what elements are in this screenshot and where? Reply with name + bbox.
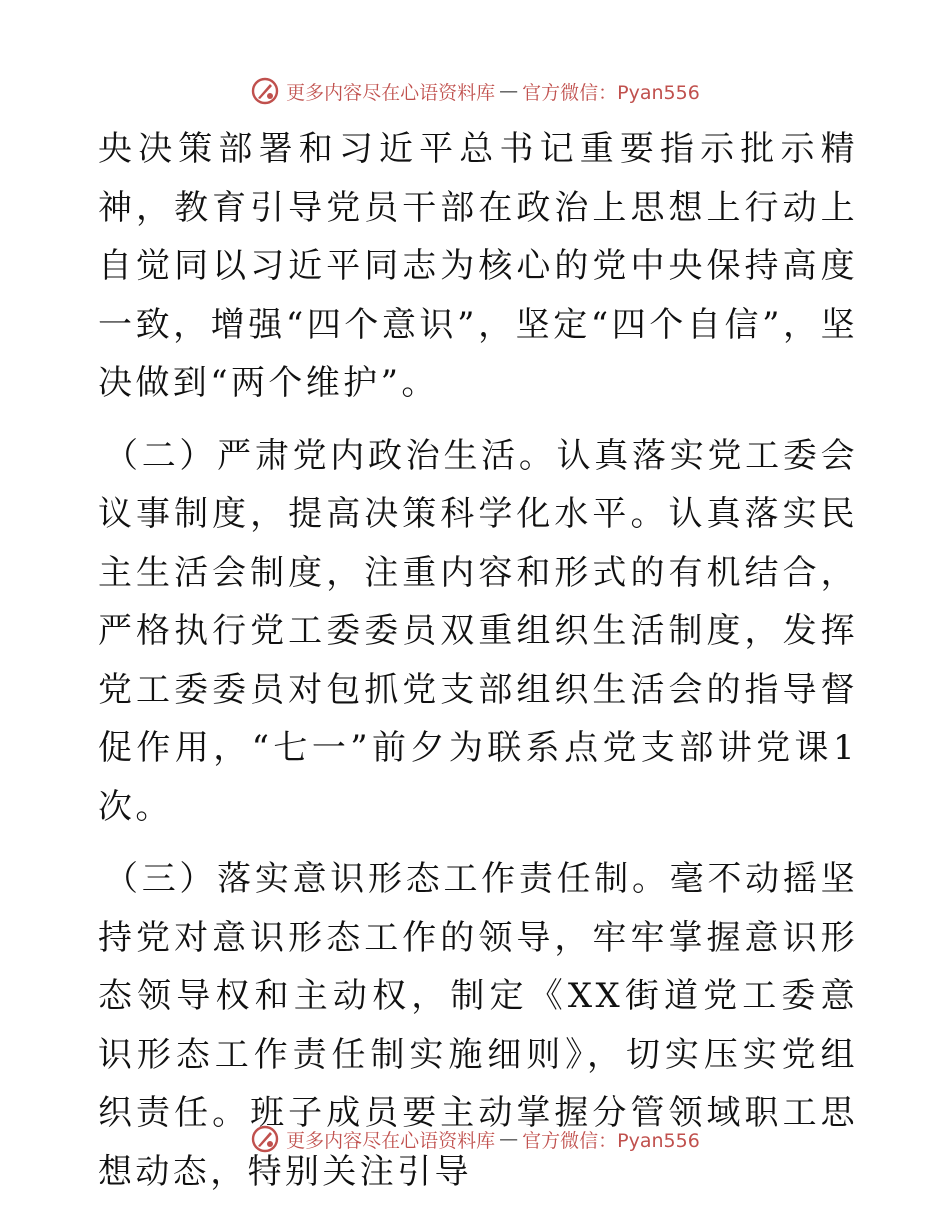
watermark-text: 更多内容尽在心语资料库 <box>286 81 496 104</box>
footer-watermark <box>0 1124 950 1154</box>
header-watermark <box>0 76 950 106</box>
watermark-contact: 官方微信：Pyan556 <box>522 81 700 104</box>
paragraph-continuation: 央决策部署和习近平总书记重要指示批示精神，教育引导党员干部在政治上思想上行动上自觉同以习近平同志为核心的党中央保持高度一致，增强“四个意识”，坚定“四个自信”，坚决做到“两个维护”。 <box>98 129 858 403</box>
quill-seal-icon <box>250 1124 280 1154</box>
watermark-separator: — <box>499 80 519 102</box>
watermark-contact: 官方微信：Pyan556 <box>522 1129 700 1152</box>
paragraph-section-3: （三）落实意识形态工作责任制。毫不动摇坚持党对意识形态工作的领导，牢牢掌握意识形态领导权和主动权，制定《XX街道党工委意识形态工作责任制实施细则》，切实压实党组织责任。班子成员要主动掌握分管领域职工思想动态，特别关注引导 <box>98 859 858 1192</box>
quill-seal-icon <box>250 76 280 106</box>
paragraph-section-2: （二）严肃党内政治生活。认真落实党工委会议事制度，提高决策科学化水平。认真落实民主生活会制度，注重内容和形式的有机结合，严格执行党工委委员双重组织生活制度，发挥党工委委员对包抓党支部组织生活会的指导督促作用，“七一”前夕为联系点党支部讲党课1次。 <box>98 435 858 827</box>
watermark-separator: — <box>499 1128 519 1150</box>
watermark-text: 更多内容尽在心语资料库 <box>286 1129 496 1152</box>
document-body <box>98 120 858 1201</box>
